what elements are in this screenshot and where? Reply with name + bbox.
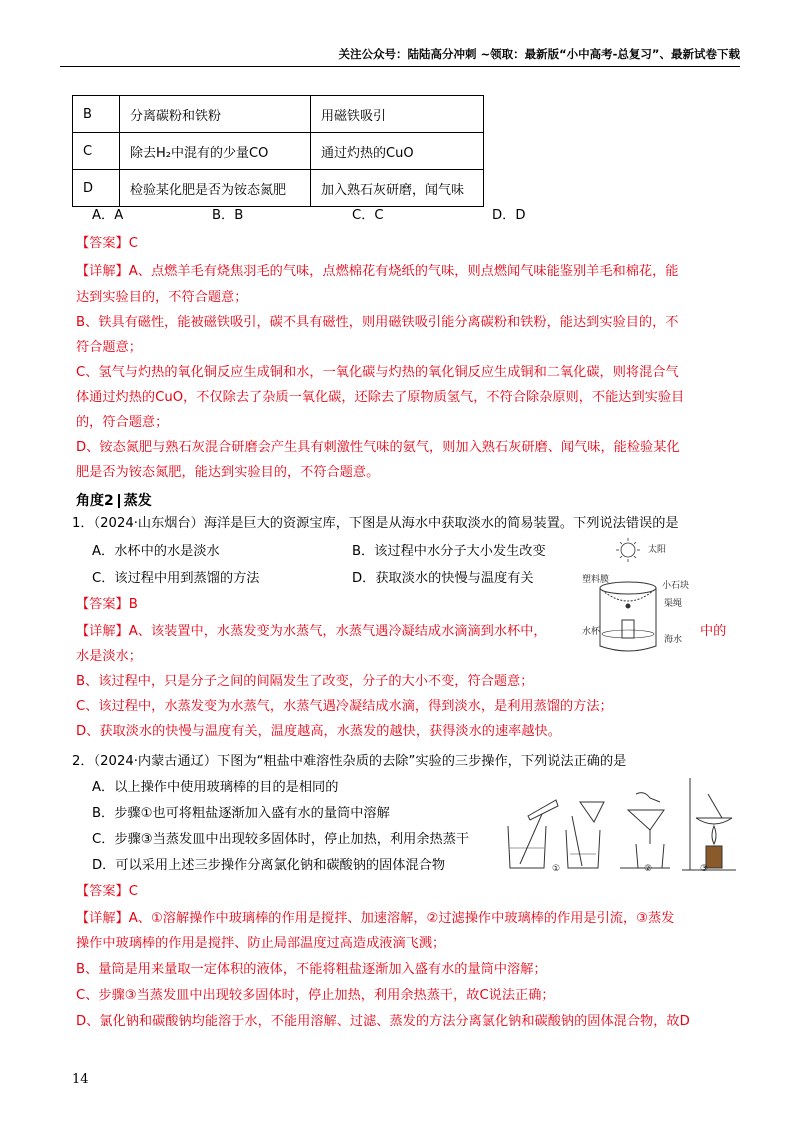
- choice-a: A．A: [92, 208, 124, 223]
- label-film: 塑料膜: [582, 575, 610, 585]
- option-b: B．步骤①也可将粗盐逐渐加入盛有水的量筒中溶解: [92, 806, 390, 821]
- step-label: ②: [644, 864, 653, 874]
- option-d: D．可以采用上述三步操作分离氯化钠和碳酸钠的固体混合物: [92, 858, 446, 873]
- section-prefix: 角度: [76, 493, 104, 509]
- question-stem: 2．（2024·内蒙古通辽）下图为“粗盐中难溶性杂质的去除”实验的三步操作，下列说法正确的是: [72, 754, 627, 769]
- option-a: A．水杯中的水是淡水: [92, 544, 220, 559]
- detail-line: 【详解】A、①溶解操作中玻璃棒的作用是搅拌、加速溶解，②过滤操作中玻璃棒的作用是引流，③蒸发: [76, 911, 675, 926]
- step-label: ①: [552, 864, 561, 874]
- answer-label: 【答案】B: [76, 597, 138, 612]
- choice-c: C．C: [352, 208, 384, 223]
- section-number: 2: [104, 493, 114, 509]
- detail-line: 体通过灼热的CuO，不仅除去了杂质一氧化碳，还除去了原物质氢气，不符合除杂原则，不能达到实验目: [76, 390, 685, 405]
- options-table: [72, 95, 484, 207]
- beaker-dissolving-icon: [508, 800, 558, 868]
- question-stem: 1．（2024·山东烟台）海洋是巨大的资源宝库，下图是从海水中获取淡水的简易装置。下列说法错误的是: [72, 516, 679, 531]
- detail-line-end: 中的: [700, 624, 727, 639]
- detail-line: 的，符合题意；: [76, 415, 169, 430]
- table-cell: 通过灼热的CuO: [311, 133, 484, 170]
- detail-line: D、铵态氮肥与熟石灰混合研磨会产生具有刺激性气味的氨气，则加入熟石灰研磨、闻气味，能检验某化: [76, 440, 680, 455]
- table-cell: 检验某化肥是否为铵态氮肥: [120, 170, 311, 207]
- header-divider: [60, 66, 740, 67]
- detail-line: 操作中玻璃棒的作用是搅拌、防止局部温度过高造成液滴飞溅；: [76, 936, 446, 951]
- section-divider: [118, 494, 120, 508]
- detail-line: 【详解】A、点燃羊毛有烧焦羽毛的气味，点燃棉花有烧纸的气味，则点燃闻气味能鉴别羊毛和棉花，能: [76, 264, 679, 279]
- label-stone: 小石块: [662, 581, 690, 591]
- section-heading: [76, 490, 152, 510]
- page-header: 关注公众号：陆陆高分冲刺 ~领取：最新版“小中高考-总复习”、最新试卷下载: [338, 47, 740, 61]
- detail-line: 符合题意；: [76, 340, 142, 355]
- page-number: 14: [72, 1072, 89, 1087]
- evaporation-icon: [682, 778, 736, 870]
- detail-line: C、氢气与灼热的氧化铜反应生成铜和水，一氧化碳与灼热的氧化铜反应生成铜和二氧化碳，则将混合气: [76, 365, 679, 380]
- label-cup: 水杯: [582, 627, 601, 637]
- table-cell: 除去H₂中混有的少量CO: [120, 133, 311, 170]
- sun-icon: [616, 538, 640, 562]
- detail-line: 达到实验目的，不符合题意；: [76, 290, 248, 305]
- detail-line: B、量筒是用来量取一定体积的液体，不能将粗盐逐渐加入盛有水的量筒中溶解；: [76, 962, 547, 977]
- label-rope: 渠绳: [664, 599, 683, 609]
- table-cell: 分离碳粉和铁粉: [120, 96, 311, 133]
- funnel-stand-icon: [620, 793, 670, 868]
- detail-line: B、铁具有磁性，能被磁铁吸引，碳不具有磁性，则用磁铁吸引能分离碳粉和铁粉，能达到实验目的，不: [76, 315, 679, 330]
- detail-line: 【详解】A、该装置中，水蒸发变为水蒸气，水蒸气遇冷凝结成水滴滴到水杯中，: [76, 624, 547, 639]
- detail-line: D、获取淡水的快慢与温度有关，温度越高，水蒸发的越快，获得淡水的速率越快。: [76, 724, 561, 739]
- detail-line: C、该过程中，水蒸发变为水蒸气，水蒸气遇冷凝结成水滴，得到淡水，是利用蒸馏的方法；: [76, 699, 613, 714]
- table-cell: 用磁铁吸引: [311, 96, 484, 133]
- detail-line: 肥是否为铵态氮肥，能达到实验目的，不符合题意。: [76, 465, 380, 480]
- answer-label: 【答案】C: [76, 884, 138, 899]
- solar-still-figure: [580, 536, 710, 660]
- table-row: [73, 96, 484, 133]
- label-sea: 海水: [664, 635, 683, 645]
- step-label: ③: [700, 864, 709, 874]
- table-row: [73, 170, 484, 207]
- detail-line: 水是淡水；: [76, 649, 142, 664]
- option-c: C．该过程中用到蒸馏的方法: [92, 571, 260, 586]
- table-cell: 加入熟石灰研磨，闻气味: [311, 170, 484, 207]
- table-cell: D: [73, 170, 120, 207]
- answer-label: 【答案】C: [76, 236, 138, 251]
- section-title: 蒸发: [123, 493, 152, 509]
- option-a: A．以上操作中使用玻璃棒的目的是相同的: [92, 780, 339, 795]
- label-sun: 太阳: [648, 545, 667, 555]
- table-cell: C: [73, 133, 120, 170]
- detail-line: C、步骤③当蒸发皿中出现较多固体时，停止加热，利用余热蒸干，故C说法正确；: [76, 988, 555, 1003]
- choice-b: B．B: [212, 208, 244, 223]
- choice-d: D．D: [492, 208, 526, 223]
- container-icon: [600, 582, 656, 651]
- option-d: D．获取淡水的快慢与温度有关: [352, 571, 534, 586]
- table-cell: B: [73, 96, 120, 133]
- option-c: C．步骤③当蒸发皿中出现较多固体时，停止加热，利用余热蒸干: [92, 832, 470, 847]
- detail-line: B、该过程中，只是分子之间的间隔发生了改变，分子的大小不变，符合题意；: [76, 674, 534, 689]
- option-b: B．该过程中水分子大小发生改变: [352, 544, 546, 559]
- detail-line: D、氯化钠和碳酸钠均能溶于水，不能用溶解、过滤、蒸发的方法分离氯化钠和碳酸钠的固体混合物，故D: [76, 1014, 690, 1029]
- filtration-icon: [566, 802, 604, 868]
- table-row: [73, 133, 484, 170]
